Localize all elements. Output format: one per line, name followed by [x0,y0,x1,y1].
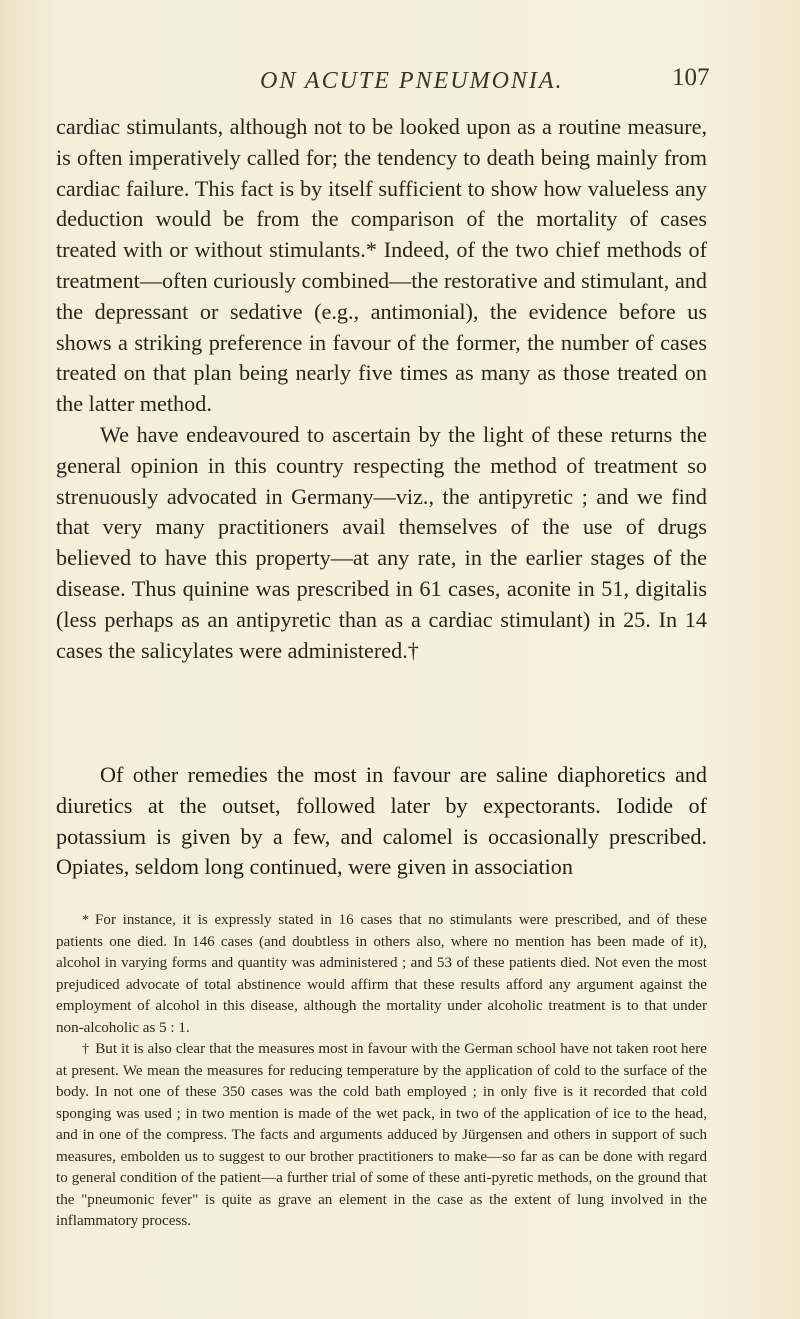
paragraph: cardiac stimulants, although not to be looked upon as a routine measure, is often imperatively called for; the tendency to death being mainly from cardiac failure. This fact is by itself sufficient to show how valueless any deduction would be from the comparison of the mortality of cases treated with or without stimulants.* Indeed, of the two chief methods of treatment—often curiously combined—the restorative and stimulant, and the depressant or sedative (e.g., antimonial), the evidence before us shows a striking preference in favour of the former, the number of cases treated on that plan being nearly five times as many as those treated on the latter method. [56,114,707,417]
footnote [56,910,707,1039]
paragraph: Of other remedies the most in favour are saline diaphoretics and diuretics at the outset, followed later by expectorants. Iodide of potassium is given by a few, and calomel is occasionally prescribed. Opiates, seldom long continued, were given in association [56,762,707,880]
running-title: ON ACUTE PNEUMONIA. [260,68,564,94]
footnote [56,1039,707,1233]
footnote-mark: * [82,913,89,928]
footnotes [56,910,707,1233]
footnote-text: For instance, it is expressly stated in 16 cases that no stimulants were prescribed, and of these patients one died. In 146 cases (and doubtless in others also, where no mention has been made of it), alcohol in varying forms and quantity was administered ; and 53 of these patients died. Not even the most prejudiced advocate of total abstinence would affirm that these results afford any argument against the employment of alcohol in this disease, although the mortality under alcoholic treatment is to that under non-alcoholic as 5 : 1. [56,912,707,1036]
page-number: 107 [672,64,710,91]
main-text-continued [56,760,707,883]
paragraph: We have endeavoured to ascertain by the light of these returns the general opinion in this country respecting the method of treatment so strenuously advocated in Germany—viz., the antipyretic ; and we find that very many practitioners avail themselves of the use of drugs believed to have this property—at any rate, in the earlier stages of the disease. Thus quinine was prescribed in 61 cases, aconite in 51, digitalis (less perhaps as an antipyretic than as a cardiac stimulant) in 25. In 14 cases the salicylates were administered.† [56,421,707,663]
footnote-text: But it is also clear that the measures most in favour with the German school have not taken root here at present. We mean the measures for reducing temperature by the application of cold to the surface of the body. In not one of these 350 cases was the cold bath employed ; in only five is it recorded that cold sponging was used ; in two mention is made of the wet pack, in two of the application of ice to the head, and in one of the compress. The facts and arguments adduced by Jürgensen and others in support of such measures, embolden us to suggest to our brother practitioners to make—so far as can be done with regard to general condition of the patient—a further trial of some of these anti-pyretic methods, on the ground that the "pneumonic fever" is quite as grave an element in the case as the extent of lung involved in the inflammatory process. [56,1041,707,1229]
footnote-mark: † [82,1042,90,1057]
main-text [56,112,707,666]
